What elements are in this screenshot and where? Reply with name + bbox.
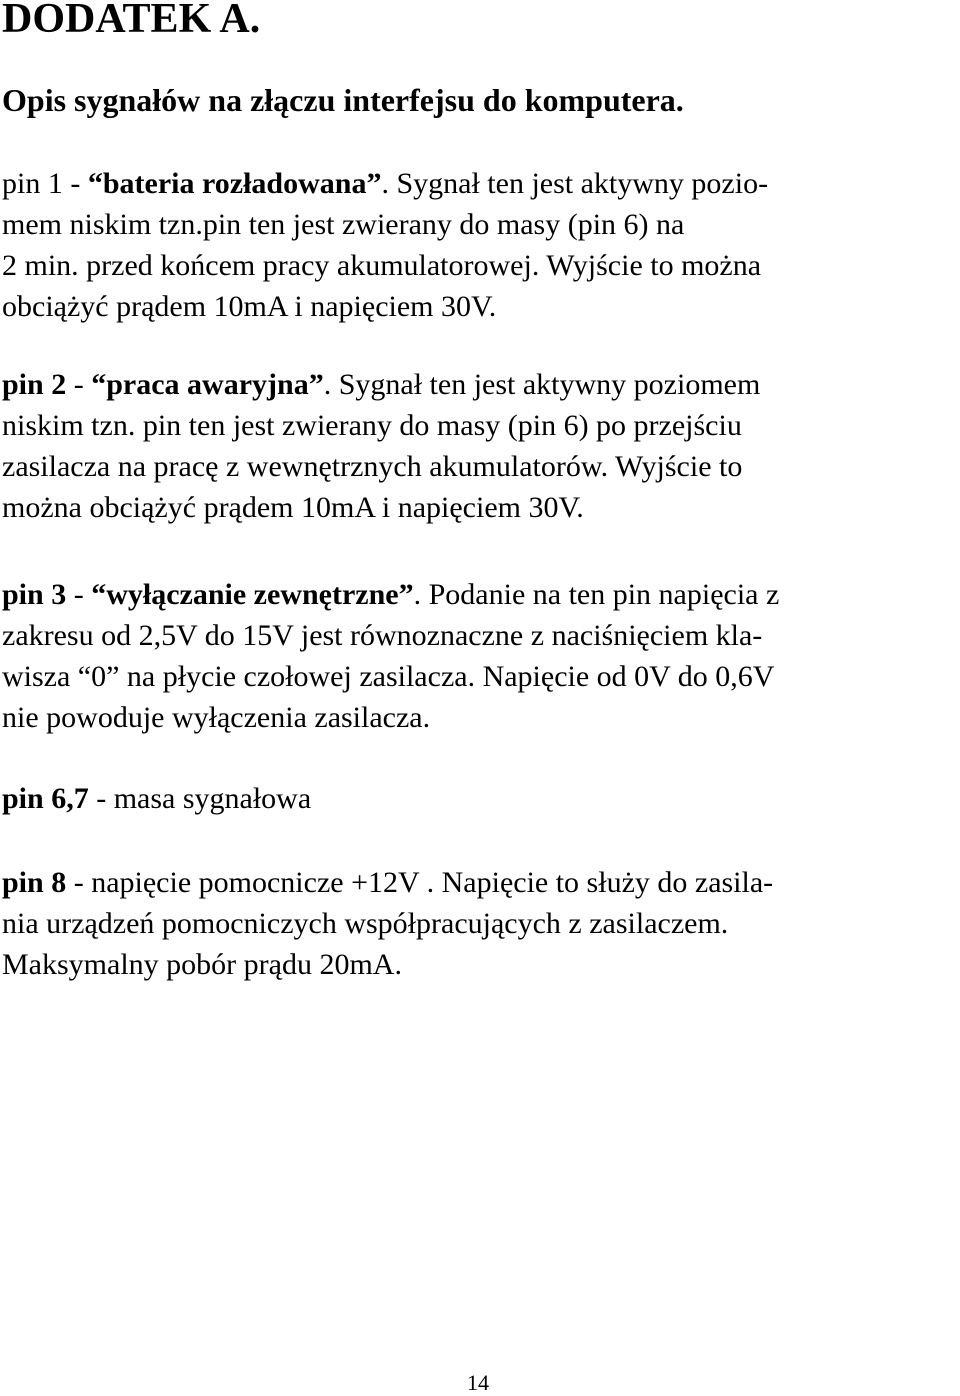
page-number: 14	[467, 1370, 489, 1395]
pin-8-desc-line-1: napięcie pomocnicze +12V . Napięcie to służy do zasila-	[91, 866, 774, 899]
pin-3-separator: -	[66, 578, 92, 611]
pin-3-desc-line-1: . Podanie na ten pin napięcia z	[413, 578, 780, 611]
pin-3-desc-line-2: zakresu od 2,5V do 15V jest równoznaczne z naciśnięciem kla-	[2, 619, 763, 652]
pin-6-7-line-1	[2, 778, 956, 819]
pin-2-separator: -	[66, 368, 92, 401]
pin-2-paragraph	[2, 364, 956, 528]
pin-2-line-1	[2, 364, 956, 405]
pin-1-name: “bateria rozładowana”	[87, 167, 382, 200]
pin-1-desc-line-3: 2 min. przed końcem pracy akumulatorowej. Wyjście to można	[2, 249, 762, 282]
pin-3-desc-line-4: nie powoduje wyłączenia zasilacza.	[2, 701, 431, 734]
pin-3-name: “wyłączanie zewnętrzne”	[91, 578, 414, 611]
pin-2-name: “praca awaryjna”	[91, 368, 324, 401]
pin-1-paragraph	[2, 163, 956, 327]
pin-1-line-1	[2, 163, 956, 204]
appendix-heading: DODATEK A.	[2, 0, 261, 42]
pin-8-line-1	[2, 862, 956, 903]
pin-8-paragraph	[2, 862, 956, 985]
pin-8-desc-line-2: nia urządzeń pomocniczych współpracujących z zasilaczem.	[2, 907, 729, 940]
pin-1-label: pin 1	[2, 167, 63, 200]
pin-6-7-paragraph	[2, 778, 956, 819]
pin-1-desc-line-2: mem niskim tzn.pin ten jest zwierany do masy (pin 6) na	[2, 208, 685, 241]
pin-8-label: pin 8	[2, 866, 67, 899]
pin-1-desc-line-4: obciążyć prądem 10mA i napięciem 30V.	[2, 290, 497, 323]
pin-2-desc-line-4: można obciążyć prądem 10mA i napięciem 30V.	[2, 491, 584, 524]
pin-2-desc-line-1: . Sygnał ten jest aktywny poziomem	[323, 368, 761, 401]
pin-6-7-separator: -	[88, 782, 114, 815]
pin-6-7-label: pin 6,7	[2, 782, 89, 815]
pin-3-label: pin 3	[2, 578, 67, 611]
section-subtitle: Opis sygnałów na złączu interfejsu do komputera.	[2, 82, 684, 118]
pin-1-desc-line-1: . Sygnał ten jest aktywny pozio-	[381, 167, 769, 200]
pin-3-paragraph	[2, 574, 956, 738]
pin-2-desc-line-2: niskim tzn. pin ten jest zwierany do masy (pin 6) po przejściu	[2, 409, 742, 442]
pin-2-label: pin 2	[2, 368, 67, 401]
pin-8-desc-line-3: Maksymalny pobór prądu 20mA.	[2, 948, 402, 981]
pin-3-line-1	[2, 574, 956, 615]
pin-2-desc-line-3: zasilacza na pracę z wewnętrznych akumulatorów. Wyjście to	[2, 450, 743, 483]
pin-8-separator: -	[66, 866, 92, 899]
pin-6-7-desc-line-1: masa sygnałowa	[113, 782, 312, 815]
pin-3-desc-line-3: wisza “0” na płycie czołowej zasilacza. Napięcie od 0V do 0,6V	[2, 660, 775, 693]
pin-1-separator: -	[62, 167, 88, 200]
